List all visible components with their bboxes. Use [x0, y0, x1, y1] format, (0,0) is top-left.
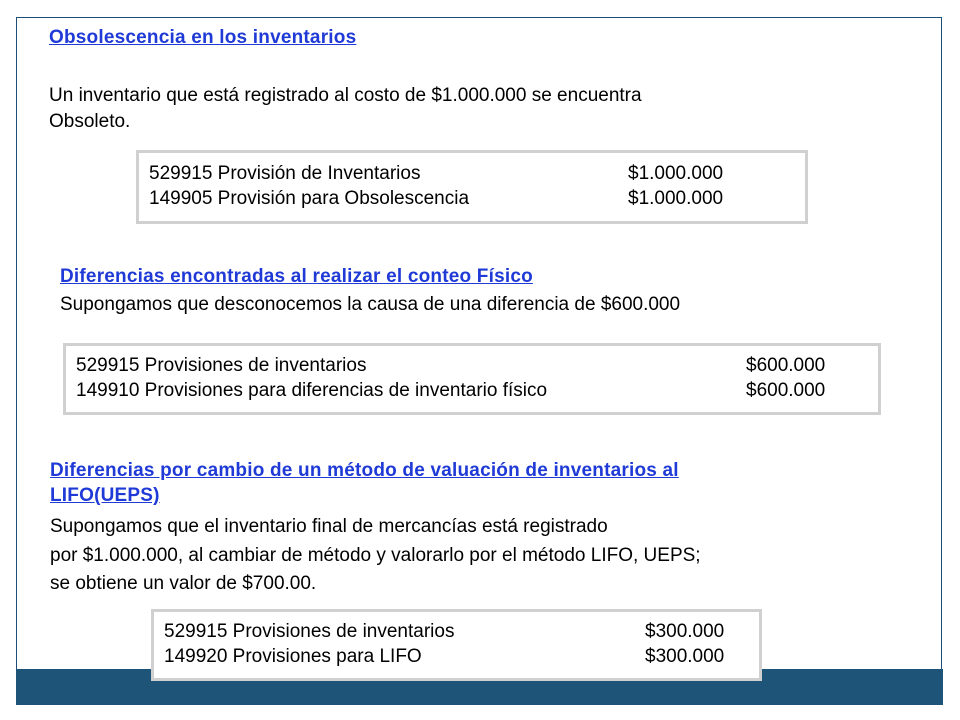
journal-entry-box-physical-count [63, 343, 881, 415]
journal-entry-row [149, 161, 805, 186]
section-text-lifo-line1: Supongamos que el inventario final de mercancías está registrado [50, 516, 608, 537]
entry-account: 149905 Provisión para Obsolescencia [149, 188, 470, 209]
entry-account: 529915 Provisiones de inventarios [164, 621, 455, 642]
journal-entry-row [76, 378, 878, 403]
entry-account: 529915 Provisiones de inventarios [76, 355, 367, 376]
entry-account: 529915 Provisión de Inventarios [149, 163, 421, 184]
entry-amount: $600.000 [746, 380, 826, 401]
section-heading-lifo: Diferencias por cambio de un método de valuación de inventarios al [50, 460, 679, 481]
journal-entry-row [164, 644, 759, 669]
journal-entry-box-obsolescence [136, 150, 808, 224]
journal-entry-row [76, 353, 878, 378]
entry-amount: $1.000.000 [628, 188, 724, 209]
entry-amount: $600.000 [746, 355, 826, 376]
section-heading-obsolescence: Obsolescencia en los inventarios [49, 27, 357, 48]
journal-entry-row [149, 186, 805, 211]
section-heading-lifo-line2: LIFO(UEPS) [50, 485, 160, 506]
section-text-obsolescence-line2: Obsoleto. [49, 111, 131, 132]
entry-amount: $300.000 [645, 646, 725, 667]
section-text-obsolescence-line1: Un inventario que está registrado al costo de $1.000.000 se encuentra [49, 85, 642, 106]
section-text-physical-count: Supongamos que desconocemos la causa de una diferencia de $600.000 [60, 294, 681, 315]
entry-account: 149920 Provisiones para LIFO [164, 646, 422, 667]
section-text-lifo-line3: se obtiene un valor de $700.00. [50, 573, 317, 594]
journal-entry-box-lifo [151, 609, 762, 681]
entry-amount: $300.000 [645, 621, 725, 642]
entry-amount: $1.000.000 [628, 163, 724, 184]
entry-account: 149910 Provisiones para diferencias de inventario físico [76, 380, 548, 401]
section-text-lifo-line2: por $1.000.000, al cambiar de método y valorarlo por el método LIFO, UEPS; [50, 545, 701, 566]
journal-entry-row [164, 619, 759, 644]
section-heading-physical-count: Diferencias encontradas al realizar el conteo Físico [60, 266, 533, 287]
